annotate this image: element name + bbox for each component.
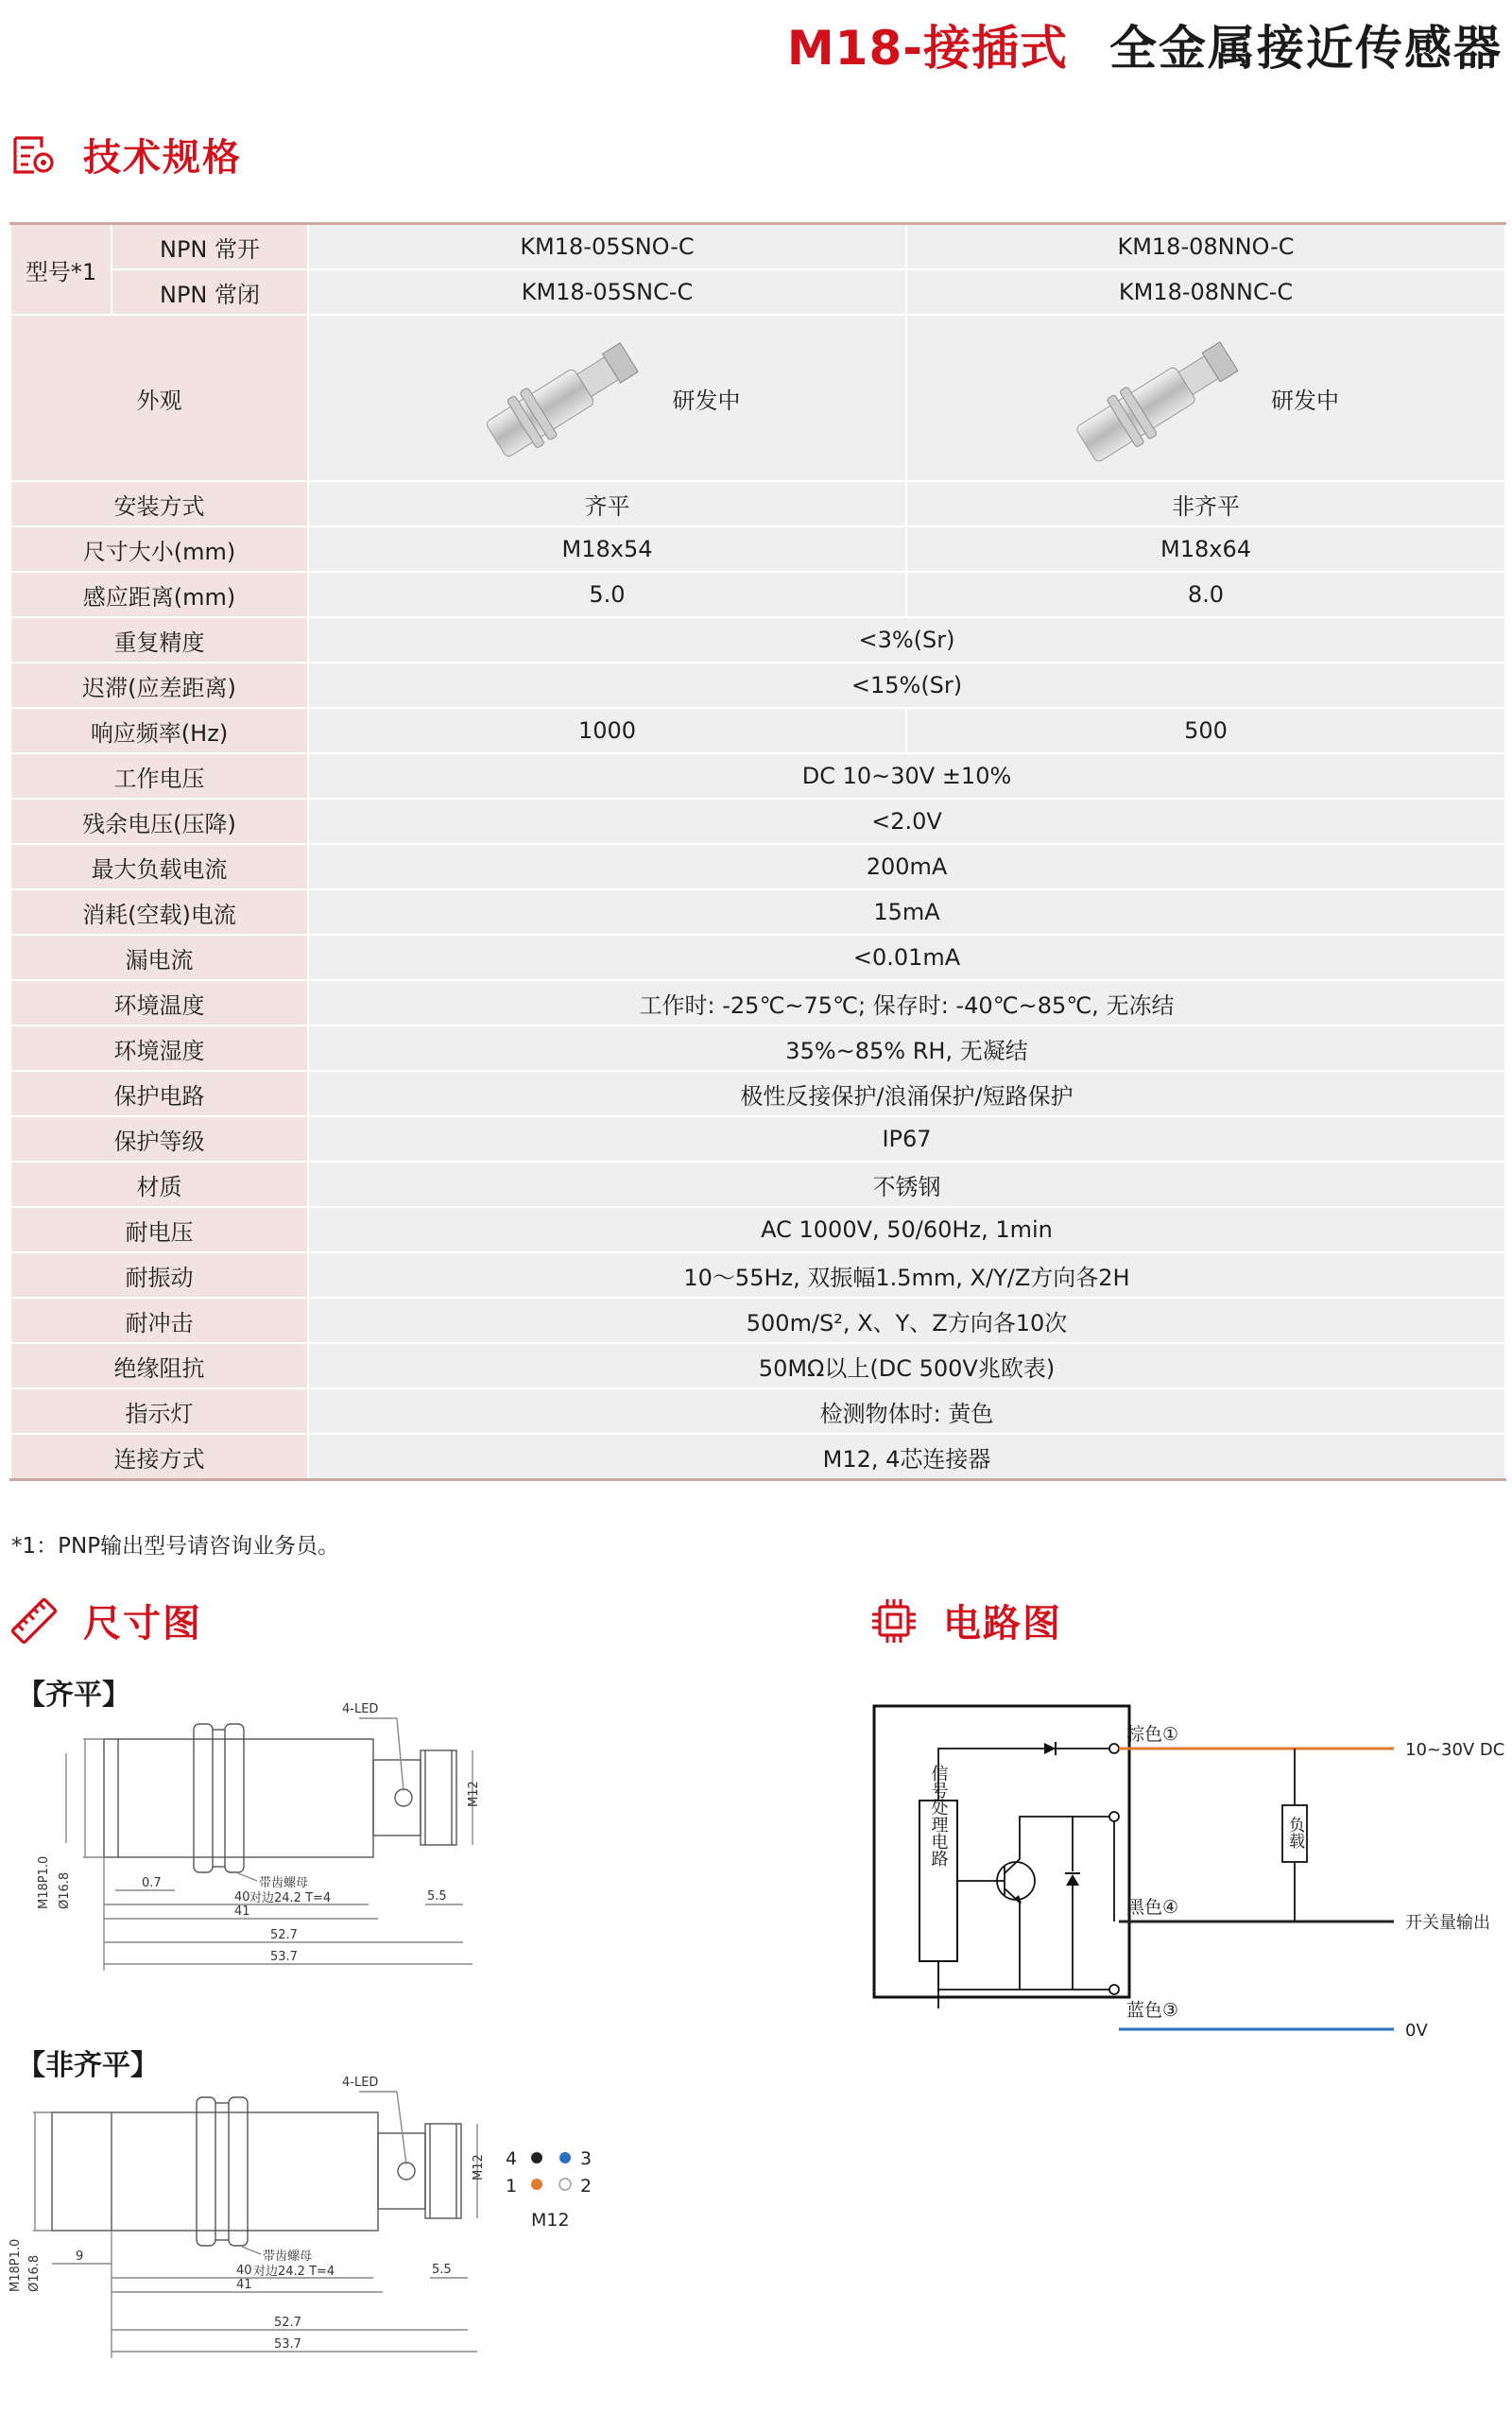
sensor-image bbox=[474, 322, 654, 474]
row-value: 500m/S², X、Y、Z方向各10次 bbox=[308, 1298, 1505, 1343]
circuit-diagram bbox=[865, 1697, 1512, 2041]
dim-41: 41 bbox=[234, 1904, 250, 1919]
dim-52-7: 52.7 bbox=[270, 1928, 298, 1942]
dim-5-5: 5.5 bbox=[432, 2263, 452, 2277]
table-row bbox=[10, 526, 1505, 572]
row-value: 极性反接保护/浪涌保护/短路保护 bbox=[308, 1071, 1505, 1116]
model-b-no: KM18-08NNO-C bbox=[906, 224, 1505, 270]
nut-spec-label: 对边24.2 T=4 bbox=[253, 2265, 335, 2279]
table-row bbox=[10, 708, 1505, 753]
table-row bbox=[10, 572, 1505, 617]
row-value: IP67 bbox=[308, 1116, 1505, 1162]
dia-label: Ø16.8 bbox=[58, 1871, 72, 1909]
spec-sheet-icon bbox=[9, 130, 59, 180]
row-label: 材质 bbox=[10, 1162, 308, 1207]
terminal-brown bbox=[1109, 1744, 1119, 1753]
pin-3-label: 3 bbox=[580, 2148, 593, 2169]
model-a-no: KM18-05SNO-C bbox=[308, 224, 906, 270]
pin-3-dot bbox=[559, 2152, 571, 2163]
pin-caption: M12 bbox=[531, 2210, 570, 2231]
table-row bbox=[10, 1434, 1505, 1480]
thread-label: M18P1.0 bbox=[37, 1855, 51, 1909]
row-value: 35%~85% RH, 无凝结 bbox=[308, 1025, 1505, 1071]
appearance-a-text: 研发中 bbox=[672, 387, 741, 414]
table-row bbox=[10, 1071, 1505, 1116]
row-label: 迟滞(应差距离) bbox=[10, 663, 308, 708]
appearance-label: 外观 bbox=[10, 315, 308, 481]
npn-nc-label: NPN 常闭 bbox=[112, 269, 308, 315]
table-row bbox=[10, 315, 1505, 481]
supply-label: 10~30V DC bbox=[1405, 1740, 1505, 1760]
row-value: 检测物体时: 黄色 bbox=[308, 1388, 1505, 1434]
row-label: 安装方式 bbox=[10, 481, 308, 526]
appearance-b-cell bbox=[906, 315, 1505, 481]
row-value: M12, 4芯连接器 bbox=[308, 1434, 1505, 1480]
pin-4-dot bbox=[531, 2152, 542, 2163]
flush-dimension-drawing bbox=[9, 1701, 539, 1994]
row-label: 消耗(空载)电流 bbox=[10, 889, 308, 935]
row-value-b: 8.0 bbox=[906, 572, 1505, 617]
flush-label: 【齐平】 bbox=[17, 1679, 130, 1712]
circuit-section-title: 电路图 bbox=[943, 1602, 1062, 1646]
dimension-section-heading bbox=[9, 1594, 202, 1647]
row-label: 尺寸大小(mm) bbox=[10, 526, 308, 572]
model-a-nc: KM18-05SNC-C bbox=[308, 269, 906, 315]
chip-icon bbox=[869, 1596, 919, 1646]
pin-4-label: 4 bbox=[506, 2148, 518, 2169]
row-label: 感应距离(mm) bbox=[10, 572, 308, 617]
row-value-a: 1000 bbox=[308, 708, 906, 753]
title-model: M18-接插式 bbox=[786, 21, 1068, 76]
blue-label: 蓝色③ bbox=[1126, 2000, 1179, 2021]
appearance-a-cell bbox=[308, 315, 906, 481]
row-value: <2.0V bbox=[308, 799, 1505, 844]
m12-label: M12 bbox=[472, 2154, 486, 2180]
led-label: 4-LED bbox=[342, 2076, 379, 2090]
row-label: 残余电压(压降) bbox=[10, 799, 308, 844]
dim-53-7: 53.7 bbox=[274, 2337, 301, 2352]
row-value: 200mA bbox=[308, 844, 1505, 889]
dim-41: 41 bbox=[236, 2278, 252, 2292]
row-label: 工作电压 bbox=[10, 753, 308, 799]
row-value: 不锈钢 bbox=[308, 1162, 1505, 1207]
row-value: 50MΩ以上(DC 500V兆欧表) bbox=[308, 1343, 1505, 1388]
row-label: 响应频率(Hz) bbox=[10, 708, 308, 753]
npn-no-label: NPN 常开 bbox=[112, 224, 308, 270]
table-row bbox=[10, 1207, 1505, 1252]
table-row bbox=[10, 1298, 1505, 1343]
terminal-blue bbox=[1109, 1985, 1119, 1994]
spec-section-heading bbox=[9, 128, 242, 181]
offset-label: 9 bbox=[76, 2249, 84, 2264]
nut-label: 带齿螺母 bbox=[263, 2249, 313, 2264]
processor-label: 信号处理电路 bbox=[928, 1765, 949, 1867]
row-value: AC 1000V, 50/60Hz, 1min bbox=[308, 1207, 1505, 1252]
supply-diode bbox=[1044, 1743, 1056, 1754]
row-label: 耐电压 bbox=[10, 1207, 308, 1252]
ruler-icon bbox=[9, 1596, 59, 1646]
load-label: 负载 bbox=[1285, 1817, 1304, 1849]
row-value-b: 500 bbox=[906, 708, 1505, 753]
table-row bbox=[10, 935, 1505, 980]
m12-label: M12 bbox=[467, 1781, 481, 1807]
m12-pin-diagram bbox=[506, 2148, 592, 2231]
row-label: 重复精度 bbox=[10, 617, 308, 663]
nut-spec-label: 对边24.2 T=4 bbox=[249, 1891, 332, 1905]
spec-table bbox=[9, 222, 1506, 1481]
row-value-b: M18x64 bbox=[906, 526, 1505, 572]
brown-label: 棕色① bbox=[1126, 1724, 1179, 1745]
offset-label: 0.7 bbox=[142, 1876, 162, 1890]
pin-2-dot bbox=[559, 2179, 571, 2190]
dim-5-5: 5.5 bbox=[427, 1889, 447, 1904]
table-row bbox=[10, 1252, 1505, 1298]
sensor-housing bbox=[874, 1706, 1129, 1997]
table-row bbox=[10, 1162, 1505, 1207]
terminal-black bbox=[1109, 1812, 1119, 1821]
row-value: <15%(Sr) bbox=[308, 663, 1505, 708]
table-row bbox=[10, 269, 1505, 315]
nonflush-dimension-drawing bbox=[9, 2075, 614, 2377]
table-row bbox=[10, 753, 1505, 799]
row-value: 15mA bbox=[308, 889, 1505, 935]
pin-1-label: 1 bbox=[506, 2176, 518, 2197]
table-row bbox=[10, 663, 1505, 708]
row-label: 指示灯 bbox=[10, 1388, 308, 1434]
table-row bbox=[10, 617, 1505, 663]
row-value: DC 10~30V ±10% bbox=[308, 753, 1505, 799]
table-row bbox=[10, 1116, 1505, 1162]
dim-40: 40 bbox=[234, 1890, 250, 1904]
row-value-a: M18x54 bbox=[308, 526, 906, 572]
zener-diode bbox=[1066, 1874, 1079, 1886]
model-b-nc: KM18-08NNC-C bbox=[906, 269, 1505, 315]
dim-52-7: 52.7 bbox=[274, 2316, 301, 2330]
row-label: 保护电路 bbox=[10, 1071, 308, 1116]
dim-40: 40 bbox=[236, 2264, 252, 2278]
row-value-a: 5.0 bbox=[308, 572, 906, 617]
table-row bbox=[10, 980, 1505, 1025]
page-title bbox=[787, 11, 1503, 78]
row-label: 环境湿度 bbox=[10, 1025, 308, 1071]
pin-2-label: 2 bbox=[580, 2176, 593, 2197]
row-label: 漏电流 bbox=[10, 935, 308, 980]
row-label: 绝缘阻抗 bbox=[10, 1343, 308, 1388]
dia-label: Ø16.8 bbox=[27, 2254, 42, 2292]
title-product: 全金属接近传感器 bbox=[1109, 21, 1503, 76]
table-row bbox=[10, 481, 1505, 526]
row-value: <3%(Sr) bbox=[308, 617, 1505, 663]
thread-label: M18P1.0 bbox=[9, 2238, 23, 2292]
table-row bbox=[10, 1343, 1505, 1388]
row-value-b: 非齐平 bbox=[906, 481, 1505, 526]
sensor-image bbox=[1073, 322, 1252, 474]
table-row bbox=[10, 889, 1505, 935]
spec-section-title: 技术规格 bbox=[83, 136, 242, 180]
row-value: 工作时: -25℃~75℃; 保存时: -40℃~85℃, 无冻结 bbox=[308, 980, 1505, 1025]
row-label: 连接方式 bbox=[10, 1434, 308, 1480]
table-row bbox=[10, 844, 1505, 889]
nonflush-label: 【非齐平】 bbox=[17, 2049, 159, 2082]
row-label: 保护等级 bbox=[10, 1116, 308, 1162]
output-label: 开关量输出 bbox=[1405, 1913, 1490, 1933]
table-row bbox=[10, 1388, 1505, 1434]
row-value: 10〜55Hz, 双振幅1.5mm, X/Y/Z方向各2H bbox=[308, 1252, 1505, 1298]
appearance-b-text: 研发中 bbox=[1271, 387, 1339, 414]
row-label: 环境温度 bbox=[10, 980, 308, 1025]
model-label: 型号*1 bbox=[10, 224, 112, 316]
table-row bbox=[10, 1025, 1505, 1071]
led-label: 4-LED bbox=[342, 1702, 379, 1716]
dim-53-7: 53.7 bbox=[270, 1950, 298, 1964]
row-label: 耐振动 bbox=[10, 1252, 308, 1298]
row-label: 最大负载电流 bbox=[10, 844, 308, 889]
dimension-section-title: 尺寸图 bbox=[83, 1602, 202, 1646]
table-row bbox=[10, 799, 1505, 844]
black-label: 黑色④ bbox=[1126, 1897, 1179, 1918]
pin-1-dot bbox=[531, 2179, 542, 2190]
table-row bbox=[10, 224, 1505, 270]
zero-label: 0V bbox=[1405, 2021, 1428, 2041]
circuit-section-heading bbox=[869, 1594, 1062, 1647]
footnote: *1：PNP输出型号请咨询业务员。 bbox=[11, 1534, 340, 1559]
row-label: 耐冲击 bbox=[10, 1298, 308, 1343]
row-value-a: 齐平 bbox=[308, 481, 906, 526]
nut-label: 带齿螺母 bbox=[259, 1876, 309, 1890]
row-value: <0.01mA bbox=[308, 935, 1505, 980]
